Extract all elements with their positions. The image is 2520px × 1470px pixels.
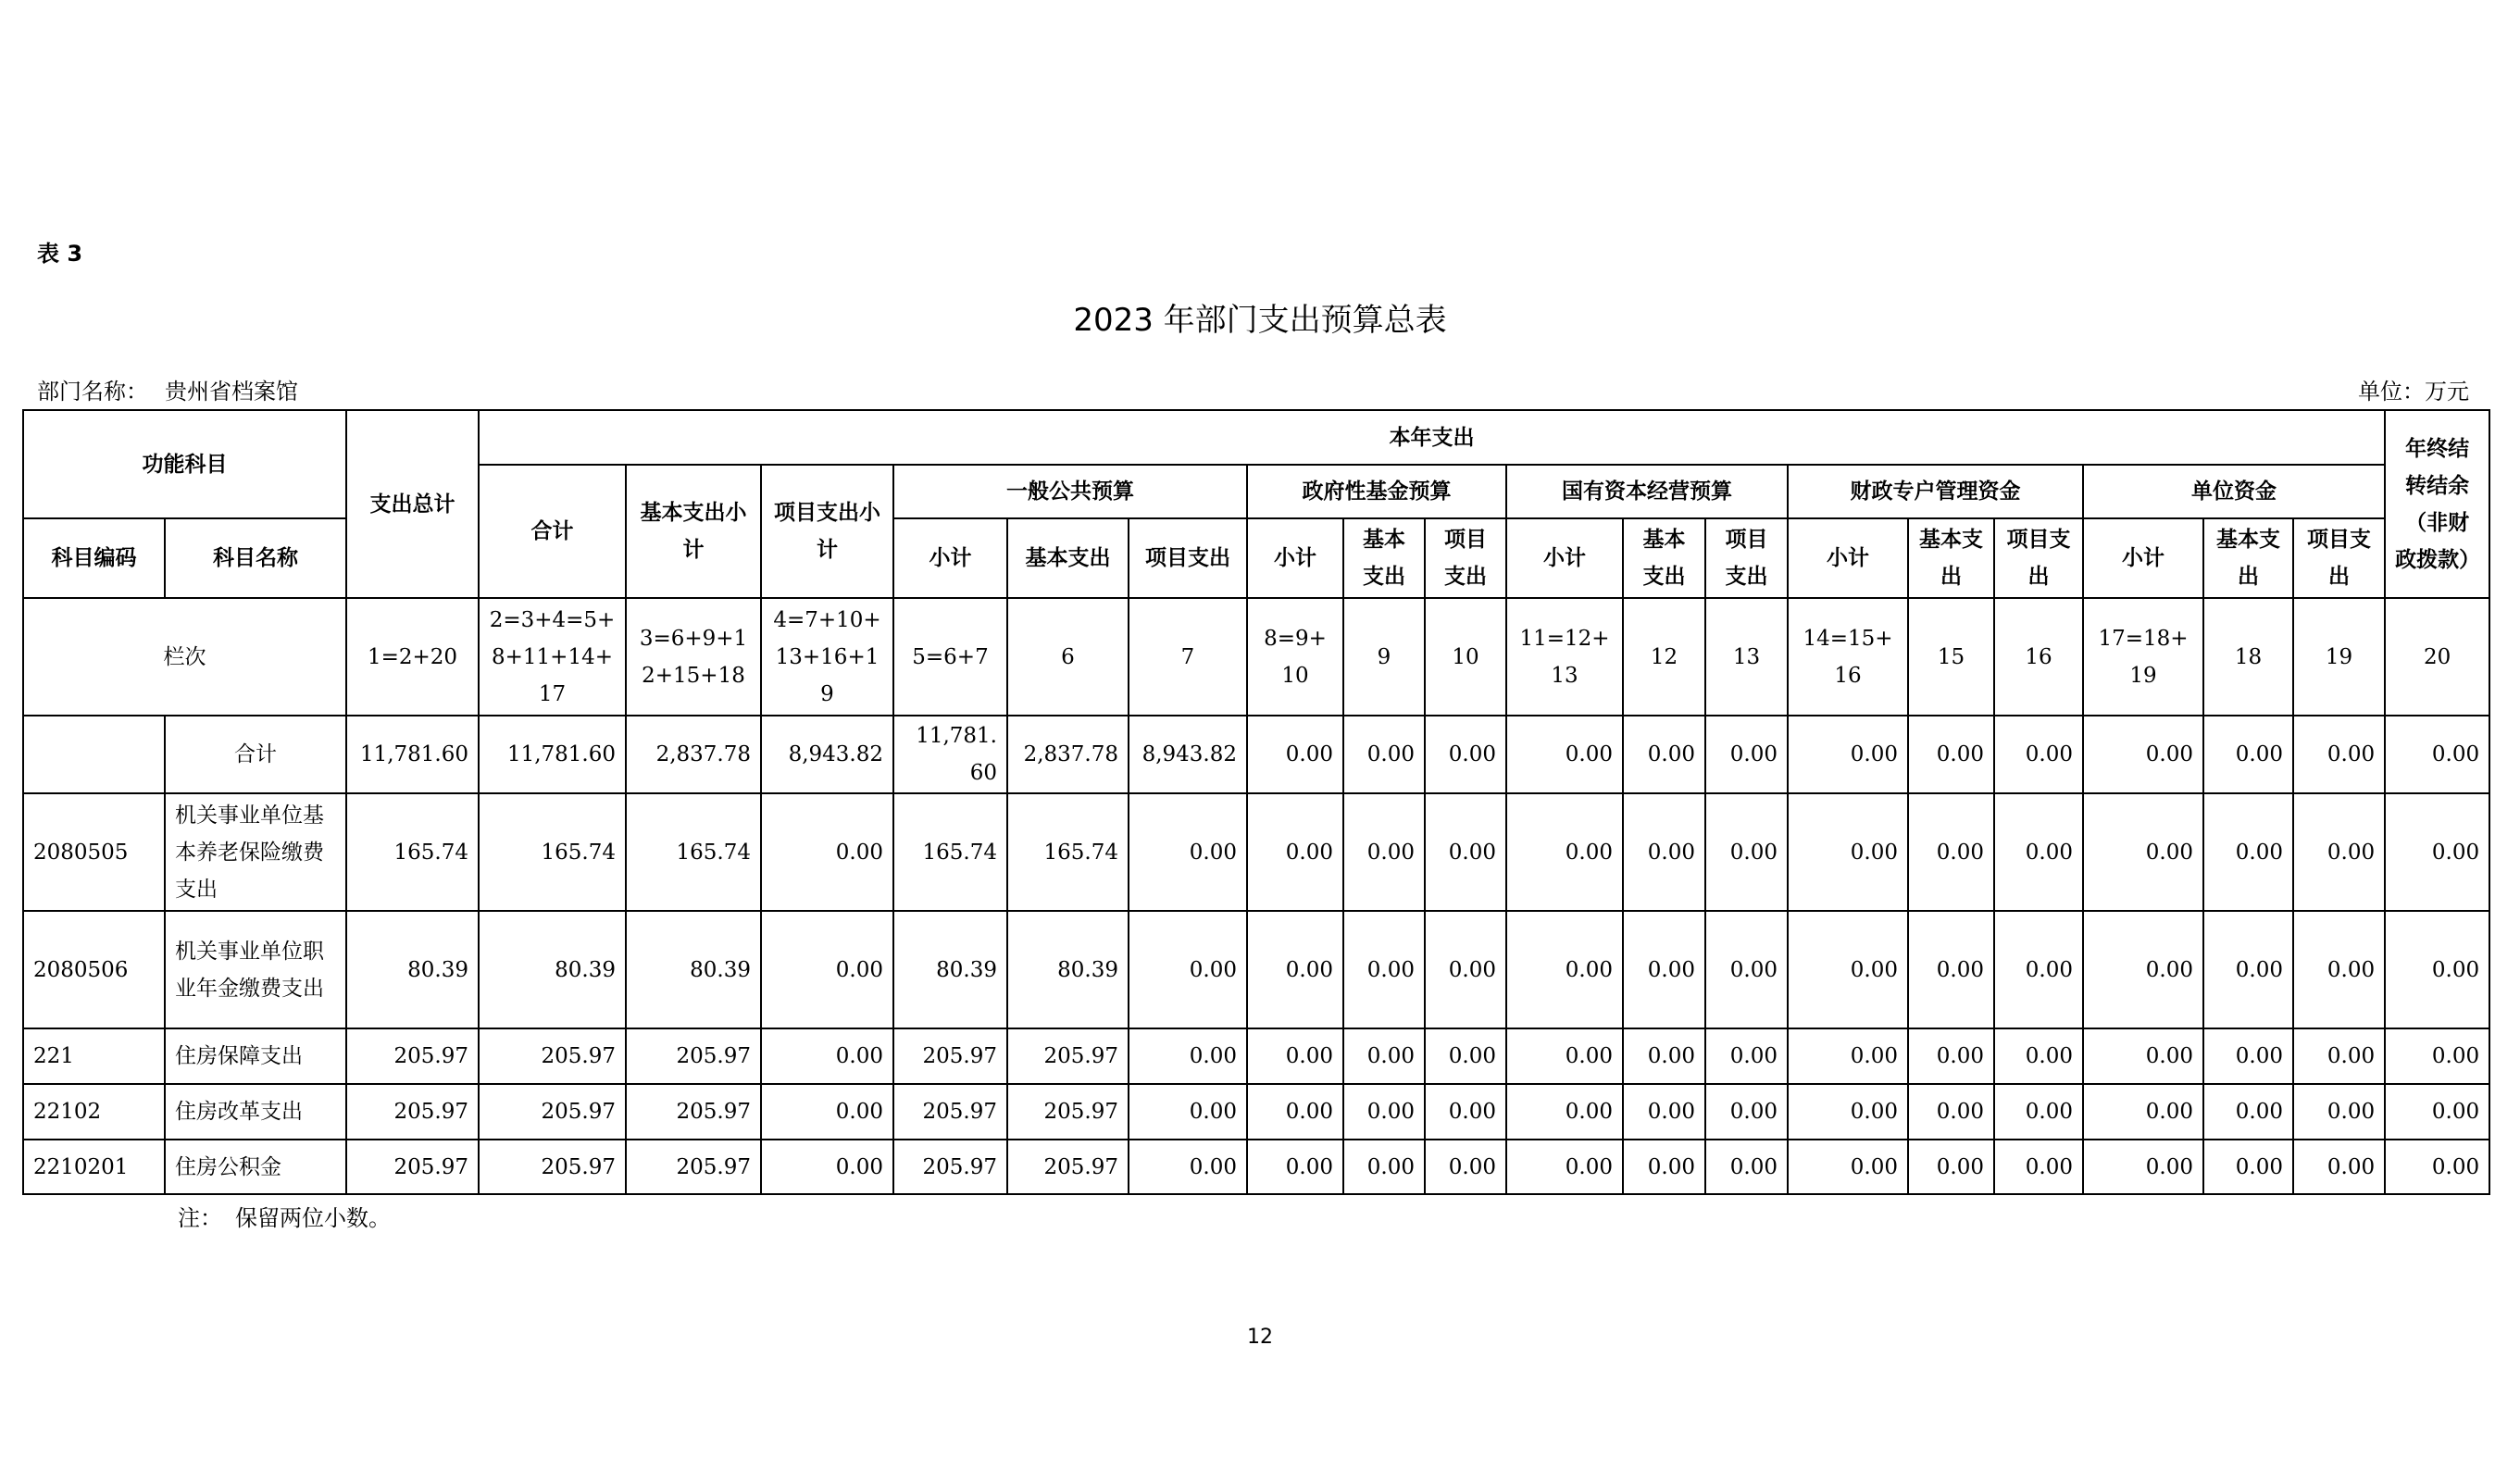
amount-cell: 0.00 <box>2203 1140 2293 1194</box>
amount-cell: 0.00 <box>1343 1028 1425 1084</box>
lanci-cell: 10 <box>1425 598 1506 716</box>
table-header <box>23 410 2489 598</box>
amount-cell: 0.00 <box>1788 1028 1908 1084</box>
lanci-cell: 1=2+20 <box>346 598 479 716</box>
lanci-cell: 15 <box>1908 598 1994 716</box>
amount-cell: 0.00 <box>1425 793 1506 911</box>
amount-cell: 0.00 <box>1343 1140 1425 1194</box>
header-group-unit-fund: 单位资金 <box>2083 465 2385 518</box>
amount-cell: 0.00 <box>1908 911 1994 1028</box>
header-sub-xiangmu: 项目支出 <box>1425 518 1506 598</box>
amount-cell: 0.00 <box>2083 1140 2203 1194</box>
amount-cell: 0.00 <box>2385 1140 2489 1194</box>
amount-cell: 0.00 <box>1908 716 1994 793</box>
amount-cell: 205.97 <box>1007 1028 1129 1084</box>
table-row <box>23 1140 2489 1194</box>
subject-name: 住房公积金 <box>165 1140 346 1194</box>
department-name: 贵州省档案馆 <box>165 379 298 405</box>
amount-cell: 0.00 <box>1994 1028 2083 1084</box>
header-sub-xiaoji: 小计 <box>2083 518 2203 598</box>
subject-name: 机关事业单位职业年金缴费支出 <box>165 911 346 1028</box>
amount-cell: 0.00 <box>1623 911 1705 1028</box>
amount-cell: 0.00 <box>2203 911 2293 1028</box>
subject-code: 2080505 <box>23 793 165 911</box>
header-sub-jiben: 基本支出 <box>1908 518 1994 598</box>
header-sub-xiangmu: 项目支出 <box>1994 518 2083 598</box>
amount-cell: 0.00 <box>1705 716 1788 793</box>
subject-code: 2210201 <box>23 1140 165 1194</box>
amount-cell: 0.00 <box>1705 1140 1788 1194</box>
amount-cell: 80.39 <box>893 911 1007 1028</box>
amount-cell: 0.00 <box>1129 793 1247 911</box>
amount-cell: 165.74 <box>893 793 1007 911</box>
amount-cell: 0.00 <box>2203 1028 2293 1084</box>
lanci-cell: 5=6+7 <box>893 598 1007 716</box>
lanci-cell: 18 <box>2203 598 2293 716</box>
amount-cell: 0.00 <box>2293 1140 2385 1194</box>
amount-cell: 0.00 <box>1705 1084 1788 1140</box>
lanci-cell: 11=12+13 <box>1506 598 1623 716</box>
subject-name: 住房保障支出 <box>165 1028 346 1084</box>
amount-cell: 0.00 <box>1247 1140 1343 1194</box>
table-number: 表 3 <box>37 241 83 267</box>
amount-cell: 165.74 <box>626 793 761 911</box>
amount-cell: 0.00 <box>2293 1028 2385 1084</box>
header-sub-xiaoji: 小计 <box>1506 518 1623 598</box>
amount-cell: 0.00 <box>1908 793 1994 911</box>
amount-cell: 0.00 <box>1247 1028 1343 1084</box>
amount-cell: 205.97 <box>893 1028 1007 1084</box>
lanci-cell: 20 <box>2385 598 2489 716</box>
table-body <box>23 598 2489 1194</box>
header-project-subtotal: 项目支出小计 <box>761 465 893 598</box>
amount-cell: 0.00 <box>1425 1140 1506 1194</box>
amount-cell: 11,781.60 <box>346 716 479 793</box>
amount-cell: 205.97 <box>479 1028 626 1084</box>
amount-cell: 0.00 <box>2083 1084 2203 1140</box>
amount-cell: 0.00 <box>2203 716 2293 793</box>
header-func-subject: 功能科目 <box>23 410 346 518</box>
amount-cell: 0.00 <box>1623 1028 1705 1084</box>
amount-cell: 0.00 <box>1788 716 1908 793</box>
header-sub-jiben: 基本支出 <box>1343 518 1425 598</box>
table-row <box>23 911 2489 1028</box>
amount-cell: 0.00 <box>1908 1084 1994 1140</box>
amount-cell: 205.97 <box>346 1140 479 1194</box>
lanci-cell: 4=7+10+13+16+19 <box>761 598 893 716</box>
lanci-cell: 12 <box>1623 598 1705 716</box>
amount-cell: 0.00 <box>761 1028 893 1084</box>
header-group-special: 财政专户管理资金 <box>1788 465 2083 518</box>
amount-cell: 205.97 <box>893 1084 1007 1140</box>
amount-cell: 0.00 <box>1623 793 1705 911</box>
amount-cell: 0.00 <box>2083 911 2203 1028</box>
department-line <box>37 373 315 405</box>
amount-cell: 0.00 <box>1425 911 1506 1028</box>
amount-cell: 0.00 <box>1908 1140 1994 1194</box>
amount-cell: 0.00 <box>2385 1084 2489 1140</box>
amount-cell: 0.00 <box>2203 1084 2293 1140</box>
header-sub-xiaoji: 小计 <box>1247 518 1343 598</box>
amount-cell: 0.00 <box>1623 1140 1705 1194</box>
amount-cell: 0.00 <box>1994 1084 2083 1140</box>
amount-cell: 205.97 <box>479 1084 626 1140</box>
amount-cell: 0.00 <box>1994 793 2083 911</box>
amount-cell: 0.00 <box>1994 1140 2083 1194</box>
subject-name: 机关事业单位基本养老保险缴费支出 <box>165 793 346 911</box>
subject-code: 22102 <box>23 1084 165 1140</box>
amount-cell: 0.00 <box>2385 716 2489 793</box>
amount-cell: 0.00 <box>2385 911 2489 1028</box>
amount-cell: 0.00 <box>2293 793 2385 911</box>
amount-cell: 0.00 <box>1788 793 1908 911</box>
amount-cell: 0.00 <box>1705 1028 1788 1084</box>
amount-cell: 0.00 <box>2083 716 2203 793</box>
note-label: 注： <box>178 1205 222 1231</box>
header-group-gov-fund: 政府性基金预算 <box>1247 465 1506 518</box>
amount-cell: 0.00 <box>1247 716 1343 793</box>
amount-cell: 0.00 <box>1343 716 1425 793</box>
lanci-cell: 7 <box>1129 598 1247 716</box>
header-sub-xiaoji: 小计 <box>893 518 1007 598</box>
page-number: 12 <box>1247 1326 1273 1349</box>
amount-cell: 0.00 <box>1425 1028 1506 1084</box>
amount-cell: 0.00 <box>1788 911 1908 1028</box>
lanci-row <box>23 598 2489 716</box>
unit-label: 单位：万元 <box>2358 379 2469 405</box>
document-title: 2023 年部门支出预算总表 <box>1073 302 1447 339</box>
lanci-cell: 19 <box>2293 598 2385 716</box>
amount-cell: 0.00 <box>1247 793 1343 911</box>
amount-cell: 0.00 <box>761 1084 893 1140</box>
amount-cell: 0.00 <box>1343 793 1425 911</box>
subject-code <box>23 716 165 793</box>
note-text: 保留两位小数。 <box>235 1205 391 1231</box>
header-sub-xiangmu: 项目支出 <box>1129 518 1247 598</box>
amount-cell: 0.00 <box>2385 1028 2489 1084</box>
amount-cell: 11,781.60 <box>893 716 1007 793</box>
amount-cell: 0.00 <box>1908 1028 1994 1084</box>
amount-cell: 165.74 <box>346 793 479 911</box>
amount-cell: 0.00 <box>2083 793 2203 911</box>
amount-cell: 0.00 <box>1129 1084 1247 1140</box>
amount-cell: 0.00 <box>1506 1084 1623 1140</box>
amount-cell: 80.39 <box>626 911 761 1028</box>
amount-cell: 205.97 <box>1007 1140 1129 1194</box>
amount-cell: 0.00 <box>1129 1028 1247 1084</box>
amount-cell: 80.39 <box>346 911 479 1028</box>
lanci-cell: 14=15+16 <box>1788 598 1908 716</box>
subject-code: 221 <box>23 1028 165 1084</box>
amount-cell: 205.97 <box>346 1084 479 1140</box>
amount-cell: 0.00 <box>1129 911 1247 1028</box>
amount-cell: 0.00 <box>761 911 893 1028</box>
amount-cell: 0.00 <box>2293 1084 2385 1140</box>
header-sub-xiangmu: 项目支出 <box>1705 518 1788 598</box>
lanci-cell: 16 <box>1994 598 2083 716</box>
amount-cell: 205.97 <box>1007 1084 1129 1140</box>
amount-cell: 165.74 <box>1007 793 1129 911</box>
amount-cell: 0.00 <box>1343 1084 1425 1140</box>
amount-cell: 205.97 <box>626 1084 761 1140</box>
budget-table <box>22 409 2490 1195</box>
header-total: 支出总计 <box>346 410 479 598</box>
amount-cell: 0.00 <box>2385 793 2489 911</box>
table-row <box>23 1028 2489 1084</box>
amount-cell: 0.00 <box>1425 716 1506 793</box>
amount-cell: 8,943.82 <box>761 716 893 793</box>
amount-cell: 8,943.82 <box>1129 716 1247 793</box>
department-label: 部门名称： <box>37 379 148 405</box>
amount-cell: 0.00 <box>1506 911 1623 1028</box>
amount-cell: 0.00 <box>1506 1028 1623 1084</box>
amount-cell: 0.00 <box>761 793 893 911</box>
amount-cell: 2,837.78 <box>626 716 761 793</box>
amount-cell: 0.00 <box>1623 716 1705 793</box>
amount-cell: 0.00 <box>1994 716 2083 793</box>
amount-cell: 0.00 <box>2203 793 2293 911</box>
amount-cell: 80.39 <box>479 911 626 1028</box>
amount-cell: 165.74 <box>479 793 626 911</box>
header-name: 科目名称 <box>165 518 346 598</box>
table-row <box>23 1084 2489 1140</box>
subject-name: 住房改革支出 <box>165 1084 346 1140</box>
amount-cell: 0.00 <box>1343 911 1425 1028</box>
header-this-year: 本年支出 <box>479 410 2385 465</box>
header-group-state-capital: 国有资本经营预算 <box>1506 465 1788 518</box>
amount-cell: 0.00 <box>2293 716 2385 793</box>
amount-cell: 205.97 <box>893 1140 1007 1194</box>
amount-cell: 205.97 <box>479 1140 626 1194</box>
lanci-cell: 17=18+19 <box>2083 598 2203 716</box>
header-group-general: 一般公共预算 <box>893 465 1247 518</box>
amount-cell: 0.00 <box>1506 1140 1623 1194</box>
header-code: 科目编码 <box>23 518 165 598</box>
amount-cell: 80.39 <box>1007 911 1129 1028</box>
amount-cell: 0.00 <box>1425 1084 1506 1140</box>
lanci-cell: 6 <box>1007 598 1129 716</box>
amount-cell: 0.00 <box>1788 1140 1908 1194</box>
header-sub-xiaoji: 小计 <box>1788 518 1908 598</box>
amount-cell: 0.00 <box>1247 911 1343 1028</box>
amount-cell: 0.00 <box>1788 1084 1908 1140</box>
amount-cell: 0.00 <box>761 1140 893 1194</box>
header-sub-xiangmu: 项目支出 <box>2293 518 2385 598</box>
amount-cell: 0.00 <box>1506 793 1623 911</box>
lanci-cell: 9 <box>1343 598 1425 716</box>
lanci-cell: 3=6+9+12+15+18 <box>626 598 761 716</box>
header-carryover: 年终结转结余（非财政拨款） <box>2385 410 2489 598</box>
subject-code: 2080506 <box>23 911 165 1028</box>
header-sub-jiben: 基本支出 <box>2203 518 2293 598</box>
lanci-cell: 8=9+10 <box>1247 598 1343 716</box>
lanci-label: 栏次 <box>23 598 346 716</box>
lanci-cell: 13 <box>1705 598 1788 716</box>
header-basic-subtotal: 基本支出小计 <box>626 465 761 598</box>
amount-cell: 0.00 <box>1994 911 2083 1028</box>
header-sub-jiben: 基本支出 <box>1007 518 1129 598</box>
amount-cell: 0.00 <box>1623 1084 1705 1140</box>
amount-cell: 0.00 <box>1506 716 1623 793</box>
amount-cell: 0.00 <box>2083 1028 2203 1084</box>
amount-cell: 0.00 <box>1705 793 1788 911</box>
amount-cell: 205.97 <box>626 1140 761 1194</box>
amount-cell: 0.00 <box>1705 911 1788 1028</box>
header-sub-jiben: 基本支出 <box>1623 518 1705 598</box>
amount-cell: 11,781.60 <box>479 716 626 793</box>
amount-cell: 205.97 <box>626 1028 761 1084</box>
table-row <box>23 793 2489 911</box>
amount-cell: 0.00 <box>1129 1140 1247 1194</box>
lanci-cell: 2=3+4=5+8+11+14+17 <box>479 598 626 716</box>
note <box>178 1200 404 1232</box>
amount-cell: 0.00 <box>2293 911 2385 1028</box>
amount-cell: 0.00 <box>1247 1084 1343 1140</box>
table-row <box>23 716 2489 793</box>
header-heji: 合计 <box>479 465 626 598</box>
amount-cell: 2,837.78 <box>1007 716 1129 793</box>
amount-cell: 205.97 <box>346 1028 479 1084</box>
subject-name: 合计 <box>165 716 346 793</box>
